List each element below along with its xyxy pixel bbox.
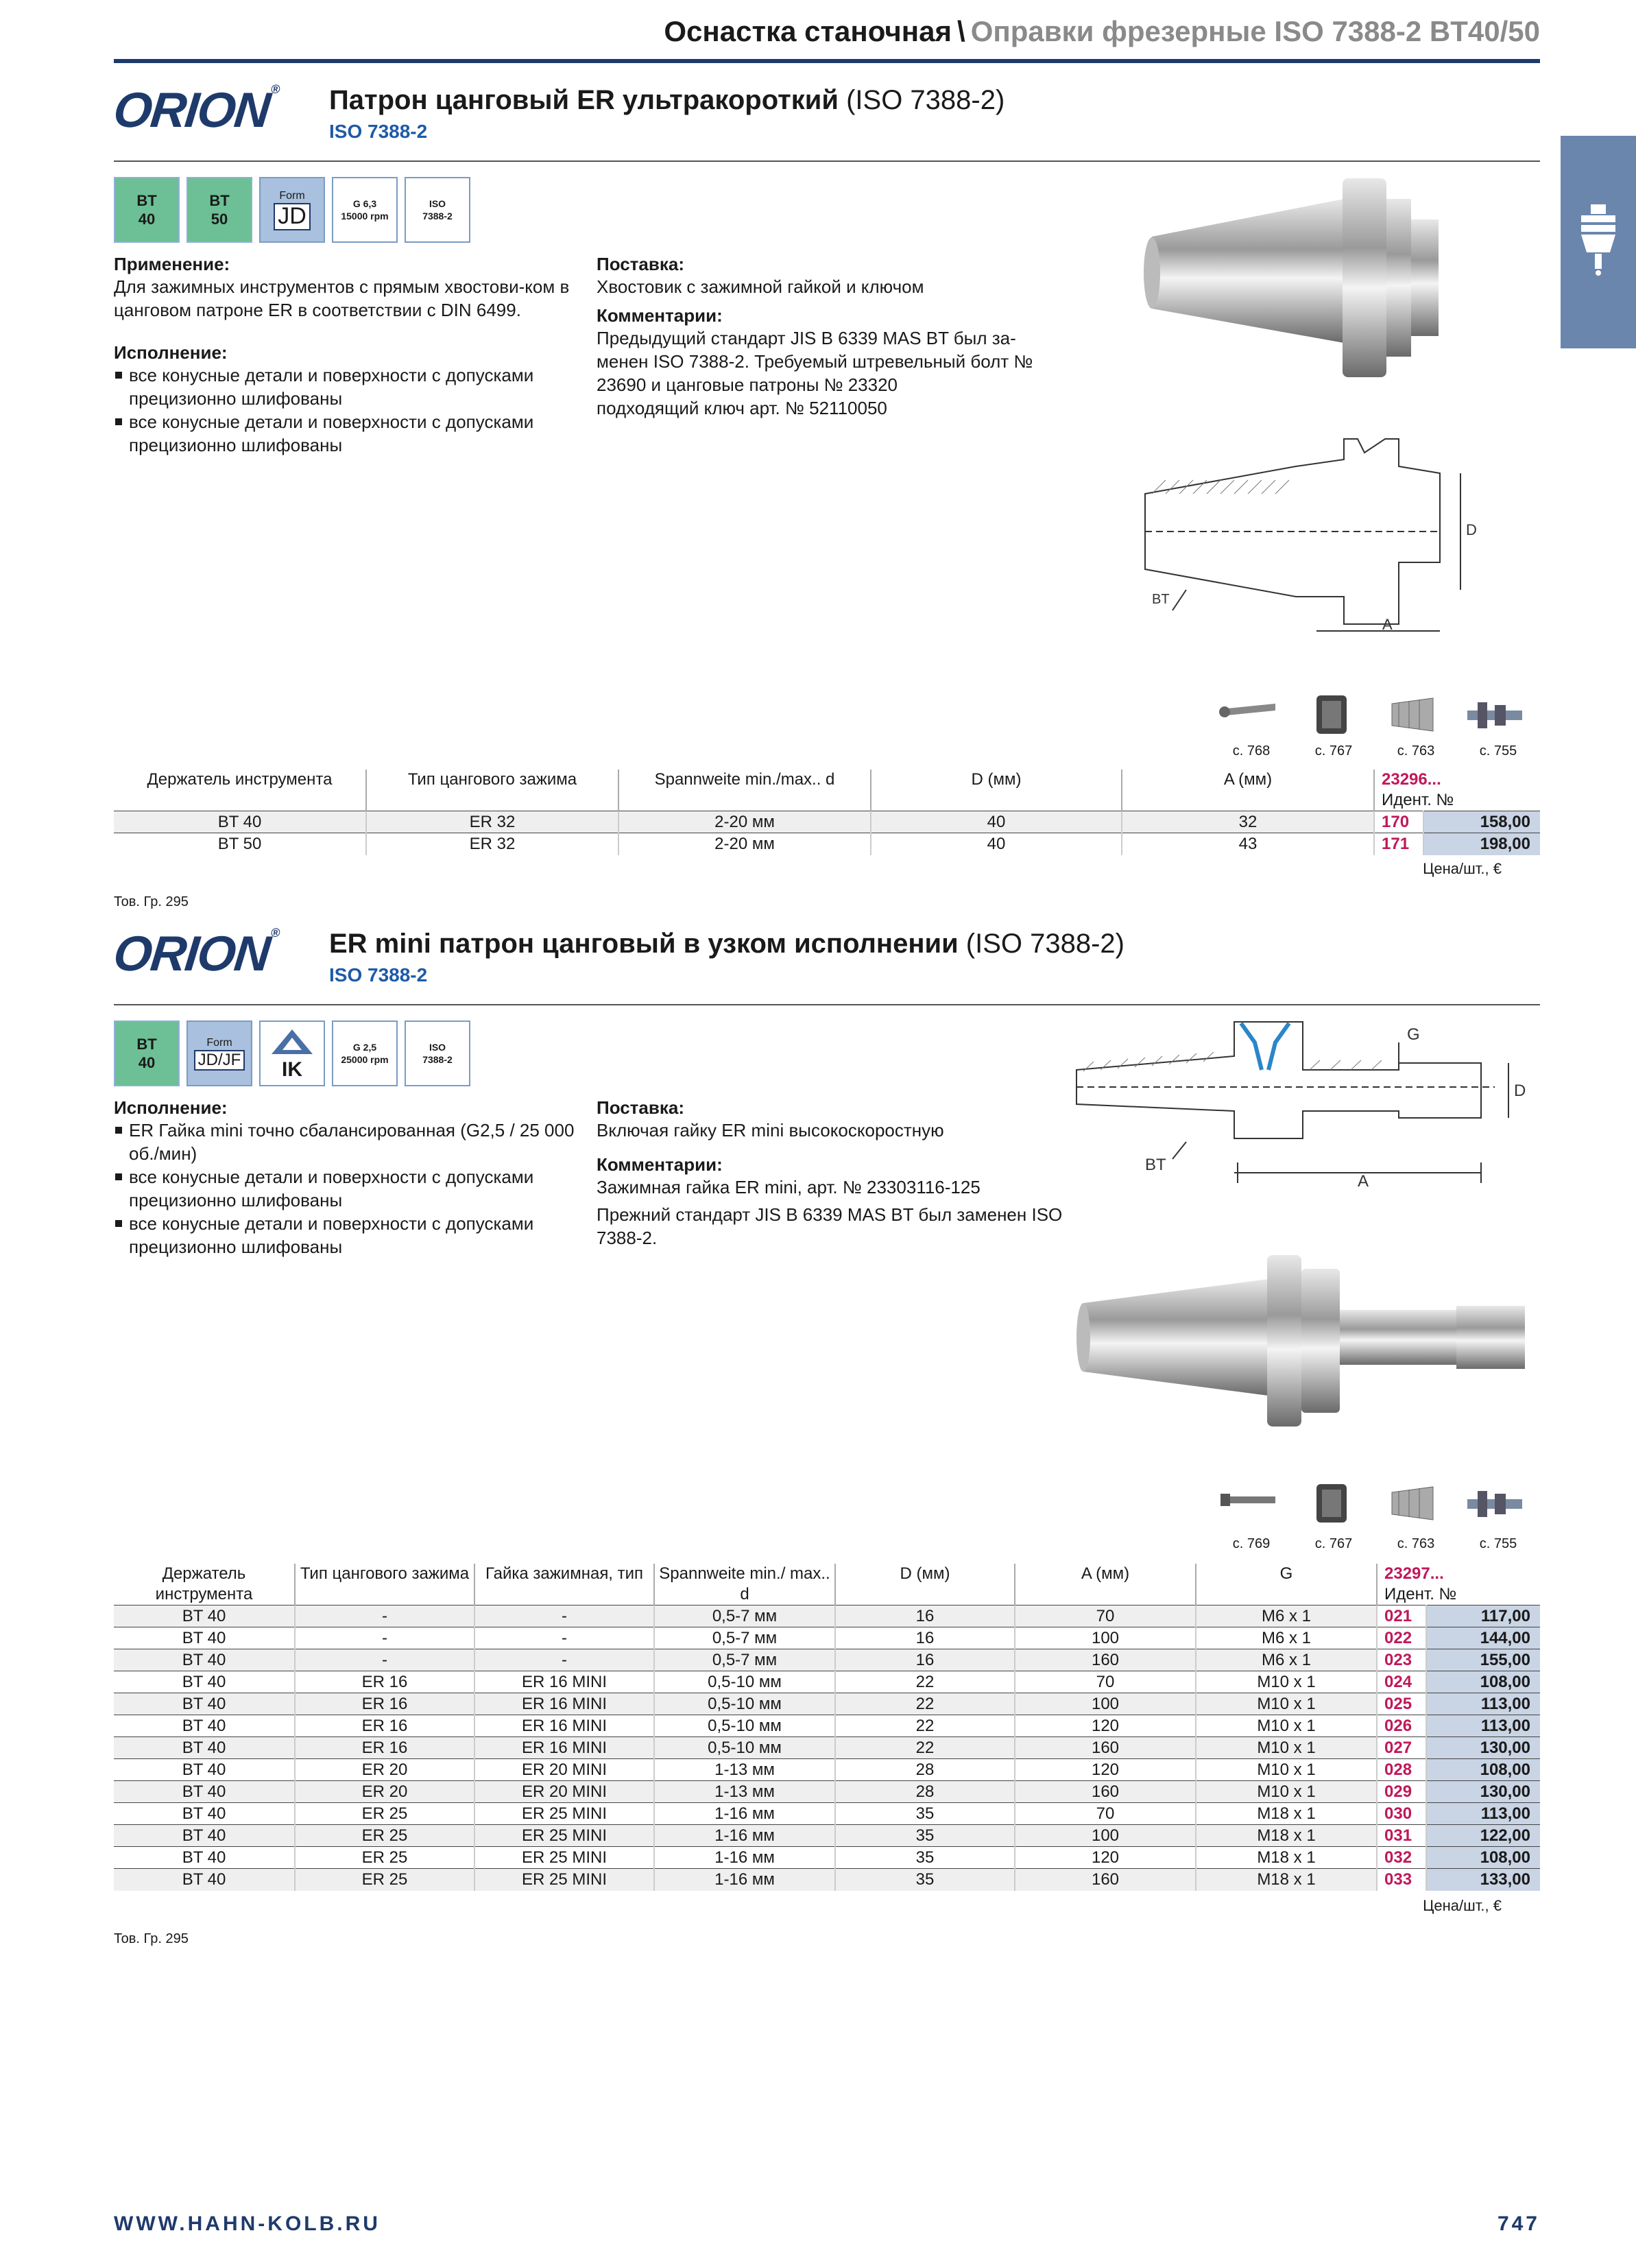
table-cell: M18 x 1: [1196, 1869, 1377, 1891]
price: 113,00: [1426, 1803, 1540, 1825]
table-cell: 28: [835, 1759, 1015, 1781]
table-cell: BT 40: [114, 1693, 295, 1715]
col-header: A (мм): [1015, 1564, 1196, 1605]
ident-number: 023: [1377, 1649, 1426, 1671]
table-cell: 0,5-7 мм: [654, 1649, 835, 1671]
table-cell: 1-13 мм: [654, 1759, 835, 1781]
table-cell: 35: [835, 1803, 1015, 1825]
table-cell: -: [474, 1649, 654, 1671]
ident-number: 029: [1377, 1781, 1426, 1803]
price: 130,00: [1426, 1737, 1540, 1759]
table-row[interactable]: [114, 1627, 1540, 1649]
drawing-label-bt: BT: [1145, 1156, 1166, 1174]
execution-list: [114, 363, 573, 457]
table-cell: ER 20: [295, 1781, 474, 1803]
page-ref[interactable]: с. 763: [1397, 1536, 1435, 1551]
section1-title: Патрон цанговый ER ультракороткий (ISO 7388-2): [329, 85, 1005, 115]
ident-number: 030: [1377, 1803, 1426, 1825]
pull-stud-icon: [1467, 1491, 1522, 1517]
badge-iso: ISO 7388-2: [405, 177, 470, 243]
table-cell: ER 20: [295, 1759, 474, 1781]
wrench-icon: [1219, 704, 1275, 717]
table-cell: 16: [835, 1605, 1015, 1627]
table-cell: 120: [1015, 1715, 1196, 1737]
price: 113,00: [1426, 1693, 1540, 1715]
table-cell: 22: [835, 1715, 1015, 1737]
table-cell: 35: [835, 1825, 1015, 1847]
collet-nut-icon: [1316, 695, 1347, 734]
ident-number: 026: [1377, 1715, 1426, 1737]
product-table-2: [114, 1564, 1540, 1891]
col-header: D (мм): [871, 769, 1122, 811]
table-cell: 35: [835, 1869, 1015, 1891]
badge-form-jd: Form JD: [259, 177, 325, 243]
page-ref[interactable]: с. 769: [1232, 1536, 1271, 1551]
comments-heading: Комментарии:: [597, 1154, 723, 1175]
table-body: [114, 1605, 1540, 1891]
table-cell: 22: [835, 1693, 1015, 1715]
drawing-label-g: G: [1407, 1025, 1420, 1044]
table-cell: ER 25: [295, 1869, 474, 1891]
table-cell: 120: [1015, 1759, 1196, 1781]
accessory-icons-1: [1214, 689, 1529, 743]
table-cell: ER 25 MINI: [474, 1847, 654, 1869]
section1-delivery: [597, 254, 1049, 420]
drawing-label-d: D: [1514, 1082, 1526, 1100]
price: 198,00: [1423, 833, 1540, 855]
price: 133,00: [1426, 1869, 1540, 1891]
table-cell: 100: [1015, 1825, 1196, 1847]
collet-icon: [1392, 1487, 1433, 1520]
comments-text-2: Прежний стандарт JIS B 6339 MAS BT был заменен ISO 7388-2.: [597, 1204, 1063, 1248]
price: 155,00: [1426, 1649, 1540, 1671]
table-cell: -: [295, 1605, 474, 1627]
coolant-icon: [272, 1029, 313, 1054]
table-row[interactable]: [114, 1781, 1540, 1803]
table-cell: 35: [835, 1847, 1015, 1869]
table-row[interactable]: [114, 1803, 1540, 1825]
table-cell: 0,5-10 мм: [654, 1715, 835, 1737]
table-cell: M10 x 1: [1196, 1693, 1377, 1715]
table-cell: BT 40: [114, 1627, 295, 1649]
table-cell: 16: [835, 1649, 1015, 1671]
table-cell: BT 40: [114, 1649, 295, 1671]
table-cell: ER 16 MINI: [474, 1737, 654, 1759]
comments-heading: Комментарии:: [597, 305, 723, 326]
col-header: Spannweite min./ max.. d: [654, 1564, 835, 1605]
table-cell: BT 40: [114, 1671, 295, 1693]
col-header: Держатель инструмента: [114, 769, 366, 811]
table-row[interactable]: BT 40 ER 32 2-20 мм 40 32 170 158,00: [114, 811, 1540, 833]
table-cell: 70: [1015, 1803, 1196, 1825]
drawing-label-d: D: [1466, 521, 1477, 538]
header-rule: [114, 59, 1540, 63]
table-cell: 0,5-7 мм: [654, 1605, 835, 1627]
price: 122,00: [1426, 1825, 1540, 1847]
table-cell: 100: [1015, 1693, 1196, 1715]
price: 113,00: [1426, 1715, 1540, 1737]
section2-rule: [114, 1004, 1540, 1005]
table-row[interactable]: [114, 1671, 1540, 1693]
table-row[interactable]: [114, 1737, 1540, 1759]
table-cell: -: [295, 1649, 474, 1671]
table-cell: 1-16 мм: [654, 1803, 835, 1825]
ident-number: 024: [1377, 1671, 1426, 1693]
table-cell: ER 16: [295, 1671, 474, 1693]
ident-number: 033: [1377, 1869, 1426, 1891]
side-tab[interactable]: [1561, 136, 1636, 348]
table-cell: 1-16 мм: [654, 1847, 835, 1869]
table-cell: -: [474, 1605, 654, 1627]
price-note: Цена/шт., €: [1423, 860, 1502, 877]
table-cell: BT 40: [114, 1847, 295, 1869]
ident-number: 021: [1377, 1605, 1426, 1627]
page-ref[interactable]: с. 767: [1314, 1536, 1353, 1551]
drawing-label-a: A: [1382, 616, 1393, 633]
badge-bt40: BT 40: [114, 177, 180, 243]
section1-application: [114, 254, 573, 457]
table-cell: 160: [1015, 1869, 1196, 1891]
table-cell: M6 x 1: [1196, 1627, 1377, 1649]
page-ref[interactable]: с. 767: [1314, 743, 1353, 759]
table-cell: 100: [1015, 1627, 1196, 1649]
list-item: все конусные детали и поверхности с допусками прецизионно шлифованы: [114, 1165, 580, 1212]
ident-number: 031: [1377, 1825, 1426, 1847]
table-cell: -: [474, 1627, 654, 1649]
table-cell: 1-13 мм: [654, 1781, 835, 1803]
application-heading: Применение:: [114, 254, 230, 274]
ident-header: 23297... Идент. №: [1384, 1564, 1457, 1603]
table-cell: ER 20 MINI: [474, 1759, 654, 1781]
comments-text: Предыдущий стандарт JIS B 6339 MAS BT был за-менен ISO 7388-2. Требуемый штревельный болт № 23690 и цанговые патроны № 23320: [597, 328, 1033, 395]
table-cell: ER 25 MINI: [474, 1869, 654, 1891]
price: 144,00: [1426, 1627, 1540, 1649]
execution-list: [114, 1119, 580, 1258]
page-number: 747: [1497, 2212, 1540, 2235]
orion-logo: ORION®: [110, 82, 280, 138]
delivery-heading: Поставка:: [597, 254, 684, 274]
page-ref[interactable]: с. 763: [1397, 743, 1435, 759]
table-cell: -: [295, 1627, 474, 1649]
list-item: все конусные детали и поверхности с допусками прецизионно шлифованы: [114, 1212, 580, 1258]
product-group: Тов. Гр. 295: [114, 1931, 189, 1946]
page-ref[interactable]: с. 755: [1479, 1536, 1517, 1551]
table-cell: BT 40: [114, 1737, 295, 1759]
page-ref[interactable]: с. 755: [1479, 743, 1517, 759]
col-header: Держатель инструмента: [114, 1564, 295, 1605]
section2-delivery: [597, 1097, 1063, 1250]
list-item: ER Гайка mini точно сбалансированная (G2,5 / 25 000 об./мин): [114, 1119, 580, 1165]
table-cell: M10 x 1: [1196, 1671, 1377, 1693]
header-subcategory: Оправки фрезерные ISO 7388-2 BT40/50: [970, 15, 1540, 47]
execution-heading: Исполнение:: [114, 1097, 228, 1118]
table-cell: BT 40: [114, 1759, 295, 1781]
section1-subtitle: ISO 7388-2: [329, 121, 428, 142]
drawing-label-bt: BT: [1152, 592, 1170, 607]
table-cell: 0,5-7 мм: [654, 1627, 835, 1649]
accessory-icons-2: [1214, 1477, 1529, 1532]
header-category: Оснастка станочная: [664, 15, 952, 47]
product-group: Тов. Гр. 295: [114, 894, 189, 909]
table-cell: 0,5-10 мм: [654, 1693, 835, 1715]
drawing-label-a: A: [1358, 1172, 1369, 1191]
table-cell: BT 40: [114, 1803, 295, 1825]
ident-number: 022: [1377, 1627, 1426, 1649]
table-row[interactable]: [114, 1715, 1540, 1737]
table-cell: 0,5-10 мм: [654, 1671, 835, 1693]
table-cell: ER 25 MINI: [474, 1803, 654, 1825]
product-photo-2: [1076, 1241, 1543, 1447]
ident-number: 170: [1374, 811, 1423, 833]
col-header: Тип цангового зажима: [366, 769, 618, 811]
table-cell: 70: [1015, 1605, 1196, 1627]
section2-title: ER mini патрон цанговый в узком исполнении (ISO 7388-2): [329, 929, 1124, 959]
table-row[interactable]: [114, 1869, 1540, 1891]
table-cell: ER 25 MINI: [474, 1825, 654, 1847]
ident-number: 028: [1377, 1759, 1426, 1781]
table-cell: BT 40: [114, 1825, 295, 1847]
collet-nut-icon: [1316, 1484, 1347, 1523]
product-table-1: [114, 769, 1540, 855]
price: 108,00: [1426, 1671, 1540, 1693]
pull-stud-icon: [1467, 702, 1522, 728]
ident-number: 027: [1377, 1737, 1426, 1759]
table-cell: BT 40: [114, 1869, 295, 1891]
price: 117,00: [1426, 1605, 1540, 1627]
section2-subtitle: ISO 7388-2: [329, 964, 428, 986]
drill-chuck-icon: [1578, 204, 1618, 280]
badge-bt50: BT 50: [187, 177, 252, 243]
table-row[interactable]: [114, 1825, 1540, 1847]
table-row[interactable]: [114, 1649, 1540, 1671]
technical-drawing-2: [1070, 1015, 1550, 1200]
delivery-text: Хвостовик с зажимной гайкой и ключом: [597, 276, 924, 297]
section2-execution: [114, 1097, 580, 1258]
table-cell: ER 16: [295, 1737, 474, 1759]
table-cell: M6 x 1: [1196, 1649, 1377, 1671]
col-header: Гайка зажимная, тип: [474, 1564, 654, 1605]
table-cell: 0,5-10 мм: [654, 1737, 835, 1759]
ident-number: 032: [1377, 1847, 1426, 1869]
table-cell: 1-16 мм: [654, 1825, 835, 1847]
table-cell: M10 x 1: [1196, 1715, 1377, 1737]
table-cell: BT 40: [114, 1715, 295, 1737]
badge-iso: ISO 7388-2: [405, 1020, 470, 1086]
table-row[interactable]: [114, 1759, 1540, 1781]
product-photo-1: [1138, 171, 1460, 384]
badge-internal-coolant: IK: [259, 1020, 325, 1086]
orion-logo: ORION®: [110, 926, 280, 981]
table-cell: BT 40: [114, 1605, 295, 1627]
table-cell: 28: [835, 1781, 1015, 1803]
header-separator: \: [957, 15, 965, 47]
wrench-icon: [1220, 1494, 1275, 1506]
badge-bt40: BT 40: [114, 1020, 180, 1086]
table-cell: ER 16 MINI: [474, 1693, 654, 1715]
table-cell: ER 16 MINI: [474, 1671, 654, 1693]
col-header: G: [1196, 1564, 1377, 1605]
badge-balance: G 6,3 15000 rpm: [332, 177, 398, 243]
price: 108,00: [1426, 1759, 1540, 1781]
comments-text: Зажимная гайка ER mini, арт. № 23303116-125: [597, 1177, 981, 1197]
col-header: A (мм): [1122, 769, 1374, 811]
col-header: Тип цангового зажима: [295, 1564, 474, 1605]
table-cell: M10 x 1: [1196, 1781, 1377, 1803]
table-cell: 160: [1015, 1781, 1196, 1803]
price: 158,00: [1423, 811, 1540, 833]
table-cell: 1-16 мм: [654, 1869, 835, 1891]
table-row[interactable]: [114, 1693, 1540, 1715]
table-cell: M18 x 1: [1196, 1825, 1377, 1847]
comments-text-2: подходящий ключ арт. № 52110050: [597, 398, 887, 418]
price-note: Цена/шт., €: [1423, 1897, 1502, 1914]
table-cell: 22: [835, 1737, 1015, 1759]
table-cell: M10 x 1: [1196, 1737, 1377, 1759]
ident-number: 025: [1377, 1693, 1426, 1715]
table-cell: 160: [1015, 1737, 1196, 1759]
page-header-title: [664, 15, 1540, 48]
table-cell: 120: [1015, 1847, 1196, 1869]
table-cell: ER 16: [295, 1715, 474, 1737]
table-row[interactable]: BT 50 ER 32 2-20 мм 40 43 171 198,00: [114, 833, 1540, 855]
table-cell: ER 16 MINI: [474, 1715, 654, 1737]
table-cell: 160: [1015, 1649, 1196, 1671]
table-cell: ER 16: [295, 1693, 474, 1715]
table-cell: BT 40: [114, 1781, 295, 1803]
ident-number: 171: [1374, 833, 1423, 855]
price: 108,00: [1426, 1847, 1540, 1869]
technical-drawing-1: [1138, 425, 1495, 645]
list-item: все конусные детали и поверхности с допусками прецизионно шлифованы: [114, 410, 573, 457]
badge-balance: G 2,5 25000 rpm: [332, 1020, 398, 1086]
table-cell: 16: [835, 1627, 1015, 1649]
table-cell: ER 20 MINI: [474, 1781, 654, 1803]
badge-form-jdjf: Form JD/JF: [187, 1020, 252, 1086]
footer-url[interactable]: WWW.HAHN-KOLB.RU: [114, 2212, 381, 2235]
table-cell: M18 x 1: [1196, 1803, 1377, 1825]
application-text: Для зажимных инструментов с прямым хвостови-ком в цанговом патроне ER в соответствии с DIN 6499.: [114, 276, 570, 320]
table-cell: M10 x 1: [1196, 1759, 1377, 1781]
col-header: D (мм): [835, 1564, 1015, 1605]
section1-rule: [114, 160, 1540, 162]
execution-heading: Исполнение:: [114, 342, 228, 363]
table-row[interactable]: [114, 1605, 1540, 1627]
table-row[interactable]: [114, 1847, 1540, 1869]
ident-header: 23296... Идент. №: [1382, 770, 1454, 809]
page-ref[interactable]: с. 768: [1232, 743, 1271, 759]
list-item: все конусные детали и поверхности с допусками прецизионно шлифованы: [114, 363, 573, 410]
collet-icon: [1392, 698, 1433, 731]
table-cell: 70: [1015, 1671, 1196, 1693]
price: 130,00: [1426, 1781, 1540, 1803]
delivery-text: Включая гайку ER mini высокоскоростную: [597, 1120, 944, 1141]
table-cell: ER 25: [295, 1825, 474, 1847]
table-cell: M6 x 1: [1196, 1605, 1377, 1627]
table-cell: ER 25: [295, 1803, 474, 1825]
delivery-heading: Поставка:: [597, 1097, 684, 1118]
table-cell: ER 25: [295, 1847, 474, 1869]
col-header: Spannweite min./max.. d: [618, 769, 871, 811]
table-cell: 22: [835, 1671, 1015, 1693]
table-cell: M18 x 1: [1196, 1847, 1377, 1869]
